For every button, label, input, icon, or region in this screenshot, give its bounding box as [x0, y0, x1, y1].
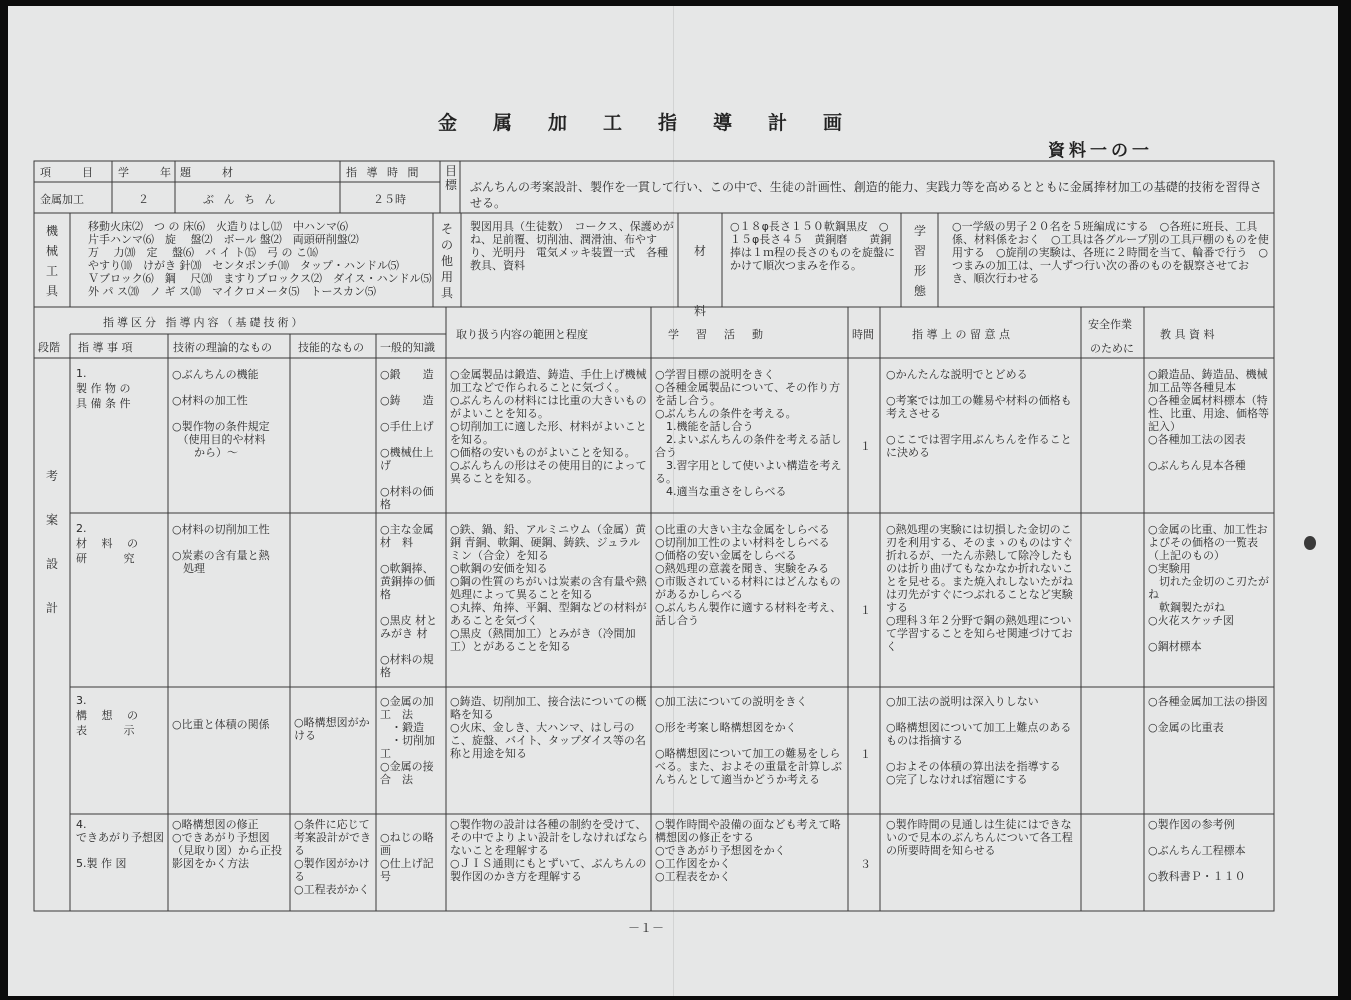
column-notes: 指 導 上 の 留 意 点: [912, 328, 1010, 341]
row-time: ３: [860, 858, 871, 871]
row-item: 4. できあがり予想図 5.製 作 図: [76, 818, 164, 870]
row-general: ○ねじの略 画 ○仕上げ記号: [380, 831, 434, 883]
row-theory: ○比重と体積の関係: [172, 718, 270, 731]
row-materials: ○金属の比重、加工性およびその価格の一覧表（上記のもの） ○実験用 切れた金切のこ刃たがね 軟鋼製たがね ○火花スケッチ図 ○鋼材標本: [1148, 523, 1269, 653]
header-project-value: 金属加工: [40, 193, 84, 206]
row-item: 1. 製 作 物 の 具 備 条 件: [76, 367, 131, 410]
column-safety-1: 安全作業: [1088, 318, 1132, 331]
document-sheet: [8, 6, 1338, 996]
row-scope: ○鉄、鍋、鉛、アルミニウム（金属）黄銅 青銅、軟鋼、硬鋼、鋳鉄、ジュラルミン（合金）を知る ○軟鋼の安価を知る ○鋼の性質のちがいは炭素の含有量や熱処理によって異ることを知る ○丸捧、角捧、平鋼、型鋼などの材料があることを気づく ○黒皮（熱間加工）とみがき（冷間加工）とがあることを知る: [450, 523, 647, 653]
row-materials: ○製作図の参考例 ○ぶんちん工程標本 ○教科書Ｐ・１１０: [1148, 818, 1246, 883]
header-grade-value: ２: [138, 193, 149, 206]
column-item: 指 導 事 項: [78, 341, 133, 354]
column-scope: 取り扱う内容の範囲と程度: [456, 328, 588, 341]
row-activity: ○加工法についての説明をきく ○形を考案し略構想図をかく ○略構想図について加工の難易をしらべる。また、およその重量を計算しぶんちんとして適当かどうか考える: [655, 695, 842, 786]
header-goal-label: 目 標: [444, 164, 470, 192]
row-item: 3. 構 想 の 表 示: [76, 694, 138, 737]
column-safety-2: のために: [1090, 342, 1134, 355]
column-general: 一般的知識: [380, 341, 435, 354]
row-materials: ○鍛造品、鋳造品、機械加工品等各種見本 ○各種金属材料標本（特性、比重、用途、価格等記入） ○各種加工法の図表 ○ぶんちん見本各種: [1148, 368, 1269, 472]
column-skill: 技能的なもの: [298, 341, 364, 354]
column-theory: 技術の理論的なもの: [173, 341, 272, 354]
column-group-header: 指導区分 指導内容（基礎技術）: [103, 316, 306, 329]
row-notes: ○加工法の説明は深入りしない ○略構想図について加工上難点のあるものは指摘する ○およその体積の算出法を指導する ○完了しなければ宿題にする: [886, 695, 1072, 786]
tools-list: [88, 220, 432, 298]
row-notes: ○かんたんな説明でとどめる ○考案では加工の難易や材料の価格も考えさせる ○ここでは習字用ぶんちんを作ることに決める: [886, 368, 1072, 459]
tools-line: やすり⑽ けがき 針⒇ センタポンチ⑽ タップ・ハンドル⑸: [88, 259, 400, 272]
page-number: －１－: [628, 921, 665, 935]
tools-line: Ｖブロック⑹ 鋼 尺⒇ ますりブロックス⑵ ダイス・ハンドル⑸: [88, 272, 432, 285]
material-label: 材料: [693, 244, 706, 318]
page-title: 金属加工指導計画: [438, 112, 879, 134]
column-stage: 段階: [38, 341, 60, 354]
row-scope: ○金属製品は鍛造、鋳造、手仕上げ機械加工などで作られることに気づく。 ○ぶんちんの材料には比重の大きいものがよいことを知る。 ○切削加工に適した形、材料がよいことを知る。 ○価格の安いものがよいことを知る。 ○ぶんちんの形はその使用目的によって異ることを知る。: [450, 368, 647, 485]
form-text: ○一学級の男子２０名を５班編成にする ○各班に班長、工具係、材料係をおく ○工具は各グループ別の工具戸棚のものを使用する ○旋削の実験は、各班に２時間を当て、輪番で行う ○つまみの加工は、一人ずつ行い次の番のものを観察させておき、順次行わせる: [952, 220, 1269, 285]
row-materials: ○各種金属加工法の掛図 ○金属の比重表: [1148, 695, 1268, 734]
tools-line: 移動火床⑵ つ の 床⑹ 火造りはし⑿ 中ハンマ⑹: [88, 220, 348, 233]
row-skill: ○条件に応じて考案設計ができる ○製作図がかける ○工程表がかく: [294, 818, 371, 896]
form-label: 学習形態: [913, 224, 926, 298]
header-hours-label: 指 導 時 間: [346, 166, 422, 179]
other-tools-label: その他用具: [440, 222, 453, 300]
row-activity: ○学習目標の説明をきく ○各種金属製品について、その作り方を話し合う。 ○ぶんちんの条件を考える。 1.機能を話し合う 2.よいぶんちんの条件を考える話し合う 3.習字用として使いよい構造を考える。 4.適当な重さをしらべる: [655, 368, 842, 498]
row-general: ○鍛 造 ○鋳 造 ○手仕上げ ○機械仕上げ ○材料の価格: [380, 368, 434, 511]
tools-label: 機械工具: [45, 224, 58, 298]
other-tools-text: 製図用具（生徒数） コークス、保護めがね、足前覆、切削油、潤滑油、布やすり、光明丹 電気メッキ装置一式 各種教具、資料: [470, 220, 674, 272]
row-theory: ○略構想図の修正 ○できあがり予想図（見取り図）から正投影図をかく方法: [172, 818, 282, 870]
row-time: １: [860, 440, 871, 453]
column-time: 時間: [852, 328, 874, 341]
material-text: ○１８φ長さ１５０軟鋼黒皮 ○１５φ長さ４５ 黄銅磨 黄銅捧は１ｍ程の長さのものを旋盤にかけて順次つまみを作る。: [730, 220, 895, 272]
row-activity: ○製作時間や設備の面なども考えて略構想図の修正をする ○できあがり予想図をかく ○工作図をかく ○工程表をかく: [655, 818, 841, 883]
row-skill: ○略構想図がかける: [294, 716, 370, 742]
row-notes: ○製作時間の見通しは生徒にはできないので見本のぶんちんについて各工程の所要時間を知らせる: [886, 818, 1073, 857]
row-scope: ○鋳造、切削加工、接合法についての概略を知る ○火床、金しき、大ハンマ、はし弓のこ、旋盤、バイト、タップダイス等の名称と用途を知る: [450, 695, 647, 760]
row-time: １: [860, 748, 871, 761]
row-item: 2. 材 料 の 研 究: [76, 522, 138, 565]
header-grade-label: 学 年: [118, 166, 174, 179]
row-notes: ○熱処理の実験には切損した金切のこ刃を利用する、そのまゝのものはすぐ折れるが、一たん赤熱して除冷したものは折り曲げてもなかなか折れないことを見せる。また焼入れしないたがねは刃先がすぐにつぶれることなど実験する ○理科３年２分野で鋼の熱処理について学習することを知らせ関連づけておく: [886, 523, 1073, 653]
column-activity: 学 習 活 動: [668, 328, 766, 341]
row-general: ○主な金属材 料 ○軟鋼捧、黄銅捧の価 格 ○黒皮 材とみがき 材 ○材料の規格: [380, 523, 438, 679]
column-materials: 教 具 資 料: [1160, 328, 1215, 341]
document-number: 資料一の一: [1048, 141, 1153, 161]
row-skill: [294, 523, 374, 685]
header-hours-value: ２５時: [373, 193, 406, 206]
row-general: ○金属の加工 法 ・鍛造 ・切削加工 ○金属の接合 法: [380, 695, 435, 786]
stage-label: 考案設計: [45, 469, 58, 615]
row-activity: ○比重の大きい主な金属をしらべる ○切削加工性のよい材料をしらべる ○価格の安い金属をしらべる ○熱処理の意義を聞き、実験をみる ○市販されている材料にはどんなものがあるかしらべる ○ぶんちん製作に適する材料を考え、話し合う: [655, 523, 842, 627]
header-project-label: 項 目: [40, 166, 96, 179]
row-scope: ○製作物の設計は各種の制約を受けて、その中でよりよい設計をしなければならないことを理解する ○ＪＩＳ通則にもとずいて、ぶんちんの製作図のかき方を理解する: [450, 818, 648, 883]
row-time: １: [860, 604, 871, 617]
tools-line: 片手ハンマ⑹ 旋 盤⑵ ボール 盤⑵ 両頭研削盤⑵: [88, 233, 359, 246]
goal-text: ぶんちんの考案設計、製作を一貫して行い、この中で、生徒の計画性、創造的能力、実践力等を高めるとともに金属捧材加工の基礎的技術を習得させる。: [470, 180, 1262, 210]
tools-line: 外 パ ス⒇ ノ ギ ス⑽ マイクロメータ⑸ トースカン⑸: [88, 285, 376, 298]
header-theme-label: 題 材: [180, 166, 236, 179]
row-theory: ○材料の切削加工性 ○炭素の含有量と熱 処理: [172, 523, 270, 575]
row-skill: [294, 368, 374, 511]
header-theme-value: ぶ ん ち ん: [203, 193, 279, 206]
paper-hole: [1304, 536, 1316, 550]
tools-line: 万 力⒇ 定 盤⑹ バ イ ト⒂ 弓 の こ⒃: [88, 246, 318, 259]
row-theory: ○ぶんちんの機能 ○材料の加工性 ○製作物の条件規定 （使用目的や材料 から）～: [172, 368, 270, 459]
